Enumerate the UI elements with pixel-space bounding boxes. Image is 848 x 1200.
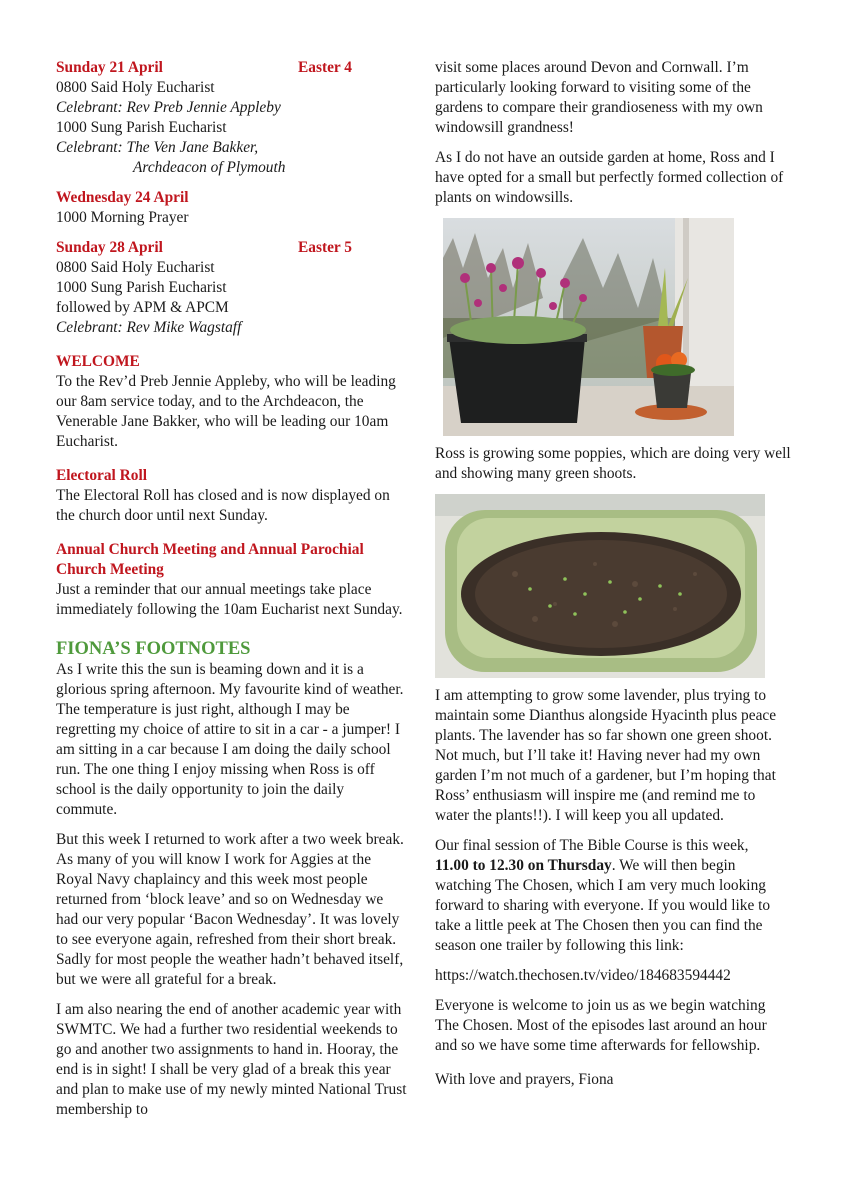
service-line: Archdeacon of Plymouth — [133, 159, 286, 176]
service-line: 1000 Sung Parish Eucharist — [56, 119, 227, 136]
footnotes-paragraph-3: I am also nearing the end of another academic year with SWMTC. We had a further two residential weekends to go and another two assignments to hand in. Hooray, the end is in sight! I shall be very glad of a break this year and plan to make use of my newly minted National Trust membership to — [56, 1001, 407, 1118]
service-date: Sunday 21 April — [56, 59, 163, 76]
service-line: followed by APM & APCM — [56, 299, 229, 316]
bible-course-time: 11.00 to 12.30 on Thursday — [435, 857, 612, 874]
right-column — [435, 58, 792, 1100]
poppy-seedlings-image — [435, 494, 765, 678]
service-block — [56, 58, 408, 178]
footnotes-paragraph-2: But this week I returned to work after a two week break. As many of you will know I work for Aggies at the Royal Navy chaplaincy and this week most people returned from ‘block leave’ and so on Wednesday we had our very popular ‘Bacon Wednesday’. It was lovely to see everyone again, refreshed from their short break. Sadly for most people the weather hadn’t behaved itself, but we were all grateful for a break. — [56, 831, 404, 988]
service-line: 0800 Said Holy Eucharist — [56, 259, 215, 276]
service-block — [56, 188, 408, 228]
notice-body: The Electoral Roll has closed and is now displayed on the church door until next Sunday. — [56, 487, 390, 524]
bible-course-paragraph — [435, 836, 792, 956]
poppy-seedlings-photo — [435, 494, 765, 678]
notice-heading: Annual Church Meeting and Annual Parochial Church Meeting — [56, 541, 364, 578]
signoff: With love and prayers, Fiona — [435, 1071, 614, 1088]
windowsill-paragraph: As I do not have an outside garden at home, Ross and I have opted for a small but perfectly formed collection of plants on windowsills. — [435, 149, 784, 206]
notice — [56, 352, 408, 452]
notice-heading: WELCOME — [56, 353, 140, 370]
service-date: Wednesday 24 April — [56, 189, 189, 206]
poppies-caption: Ross is growing some poppies, which are doing very well and showing many green shoots. — [435, 445, 791, 482]
service-line: 1000 Morning Prayer — [56, 209, 189, 226]
chosen-link[interactable]: https://watch.thechosen.tv/video/184683594442 — [435, 967, 731, 984]
notice — [56, 466, 408, 526]
notice-body: To the Rev’d Preb Jennie Appleby, who will be leading our 8am service today, and to the Archdeacon, the Venerable Jane Bakker, who will be leading our 10am Eucharist. — [56, 373, 396, 450]
bible-course-text: Our final session of The Bible Course is this week, — [435, 837, 749, 854]
notices — [56, 352, 408, 620]
footnotes-continued: visit some places around Devon and Cornwall. I’m particularly looking forward to visiting some of the gardens to compare their grandioseness with my own windowsill grandness! — [435, 59, 763, 136]
service-feast: Easter 5 — [298, 239, 353, 256]
notice-body: Just a reminder that our annual meetings take place immediately following the 10am Eucharist next Sunday. — [56, 581, 403, 618]
service-block — [56, 238, 408, 338]
lavender-paragraph: I am attempting to grow some lavender, plus trying to maintain some Dianthus alongside Hyacinth plus peace plants. The lavender has so far shown one green shoot. Not much, but I’ll take it! Having never had my own garden I’m not much of a gardener, but I’m hoping that Ross’ enthusiasm will inspire me (and remind me to water the plants!!). I will keep you all updated. — [435, 687, 777, 824]
footnotes-paragraph-1: As I write this the sun is beaming down and it is a glorious spring afternoon. My favourite kind of weather. The temperature is just right, although I may be regretting my choice of attire to sit in a car - a jumper! I am sitting in a car because I am doing the daily school run. The one thing I enjoy missing when Ross is off school is the daily opportunity to join the daily commute. — [56, 661, 404, 818]
windowsill-plants-image — [443, 218, 734, 436]
welcome-chosen-paragraph: Everyone is welcome to join us as we begin watching The Chosen. Most of the episodes last around an hour and so we have some time afterwards for fellowship. — [435, 997, 767, 1054]
service-line: 1000 Sung Parish Eucharist — [56, 279, 227, 296]
service-date: Sunday 28 April — [56, 239, 163, 256]
service-feast: Easter 4 — [298, 59, 353, 76]
service-schedule — [56, 58, 408, 338]
bible-course-text-rest: . We will then begin watching The Chosen, which I am very much looking forward to sharing with everyone. If you would like to take a little peek at The Chosen then you can find the season one trailer by following this link: — [435, 857, 771, 954]
service-line: Celebrant: Rev Mike Wagstaff — [56, 319, 242, 336]
footnotes-heading: FIONA’S FOOTNOTES — [56, 639, 251, 659]
left-column — [56, 58, 408, 1130]
service-line: Celebrant: Rev Preb Jennie Appleby — [56, 99, 281, 116]
notice — [56, 540, 408, 620]
windowsill-plants-photo — [443, 218, 734, 436]
service-line: Celebrant: The Ven Jane Bakker, — [56, 139, 259, 156]
notice-heading: Electoral Roll — [56, 467, 148, 484]
service-line: 0800 Said Holy Eucharist — [56, 79, 215, 96]
